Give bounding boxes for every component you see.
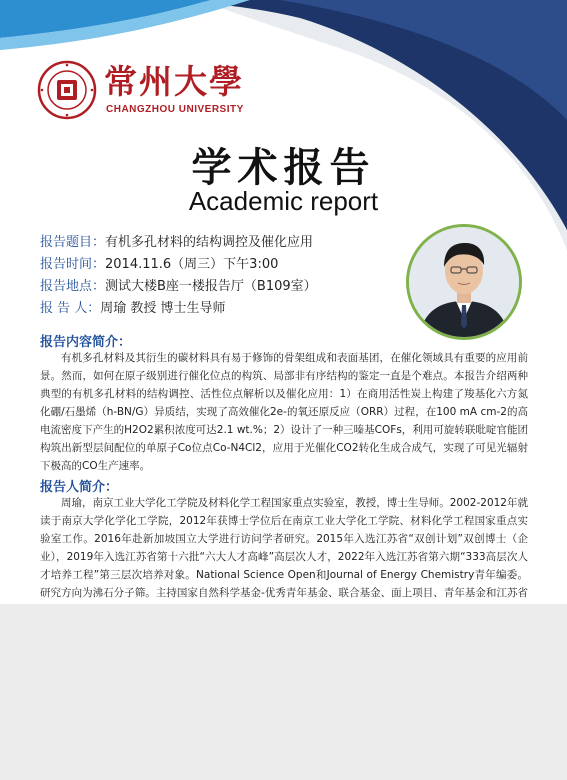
info-label: 报 告 人： <box>40 301 101 316</box>
obscured-region <box>0 604 567 780</box>
info-value: 2014.11.6（周三）下午3:00 <box>105 257 279 272</box>
report-title-cn: 学术报告 <box>191 145 376 191</box>
university-seal-logo <box>37 60 97 120</box>
speaker-photo <box>406 224 522 340</box>
info-label: 报告地点： <box>40 279 106 294</box>
info-time <box>40 254 400 276</box>
info-label: 报告题目： <box>40 235 106 250</box>
abstract-heading: 报告内容简介： <box>40 335 132 350</box>
info-location <box>40 276 400 298</box>
report-info <box>40 232 400 320</box>
info-value: 有机多孔材料的结构调控及催化应用 <box>105 235 314 250</box>
abstract-text: 有机多孔材料及其衍生的碳材料具有易于修饰的骨架组成和表面基团，在催化领域具有重要的应用前景。然而，如何在原子级别进行催化位点的构筑、局部非有序结构的鉴定一直是个难点。本报告介绍两种典型的有机多孔材料的结构调控、活性位点解析以及催化应用：1）在商用活性炭上构建了羧基化六方氮化硼/石墨烯（h-BN/G）异质结，实现了高效催化2e-的氧还原反应（ORR）过程，在100 mA cm-2的高电流密度下产生的H2O2累积浓度可达2.1 wt.%；2）设计了一种三嗪基COFs，利用可旋转联吡啶官能团构筑出新型层间配位的单原子Co位点Co-N4Cl2，应用于光催化CO2转化生成合成气，实现了可见光辐射下极高的CO生产速率。 <box>40 352 528 472</box>
info-label: 报告时间： <box>40 257 106 272</box>
university-name-en: CHANGZHOU UNIVERSITY <box>106 104 244 115</box>
report-title-en: Academic report <box>188 186 379 216</box>
info-speaker <box>40 298 400 320</box>
bio-text: 周瑜，南京工业大学化工学院及材料化学工程国家重点实验室，教授，博士生导师。2002-2012年就读于南京大学化学化工学院，2012年获博士学位后在南京工业大学化工学院、材料化学工程国家重点实验室工作。2016年赴新加坡国立大学进行访问学者研究。2015年入选江苏省“双创计划”双创博士（企业），2019年入选江苏省第十六批“六大人才高峰”高层次人才，2022年入选江苏省第六期“333高层次人才培养工程”第三层次培养对象。National Science Open和Journal of Energy Chemistry青年编委。研究方向为沸石分子筛。主持国家自然科学基金-优秀青年基金、联合基金、面上项目、青年基金和江苏省 <box>40 497 528 599</box>
info-value: 测试大楼B座一楼报告厅（B109室） <box>105 279 317 294</box>
bio-heading: 报告人简介： <box>40 480 119 495</box>
info-value: 周瑜 教授 博士生导师 <box>100 301 226 316</box>
info-topic <box>40 232 400 254</box>
university-name-cn: 常州大學 <box>104 62 244 101</box>
